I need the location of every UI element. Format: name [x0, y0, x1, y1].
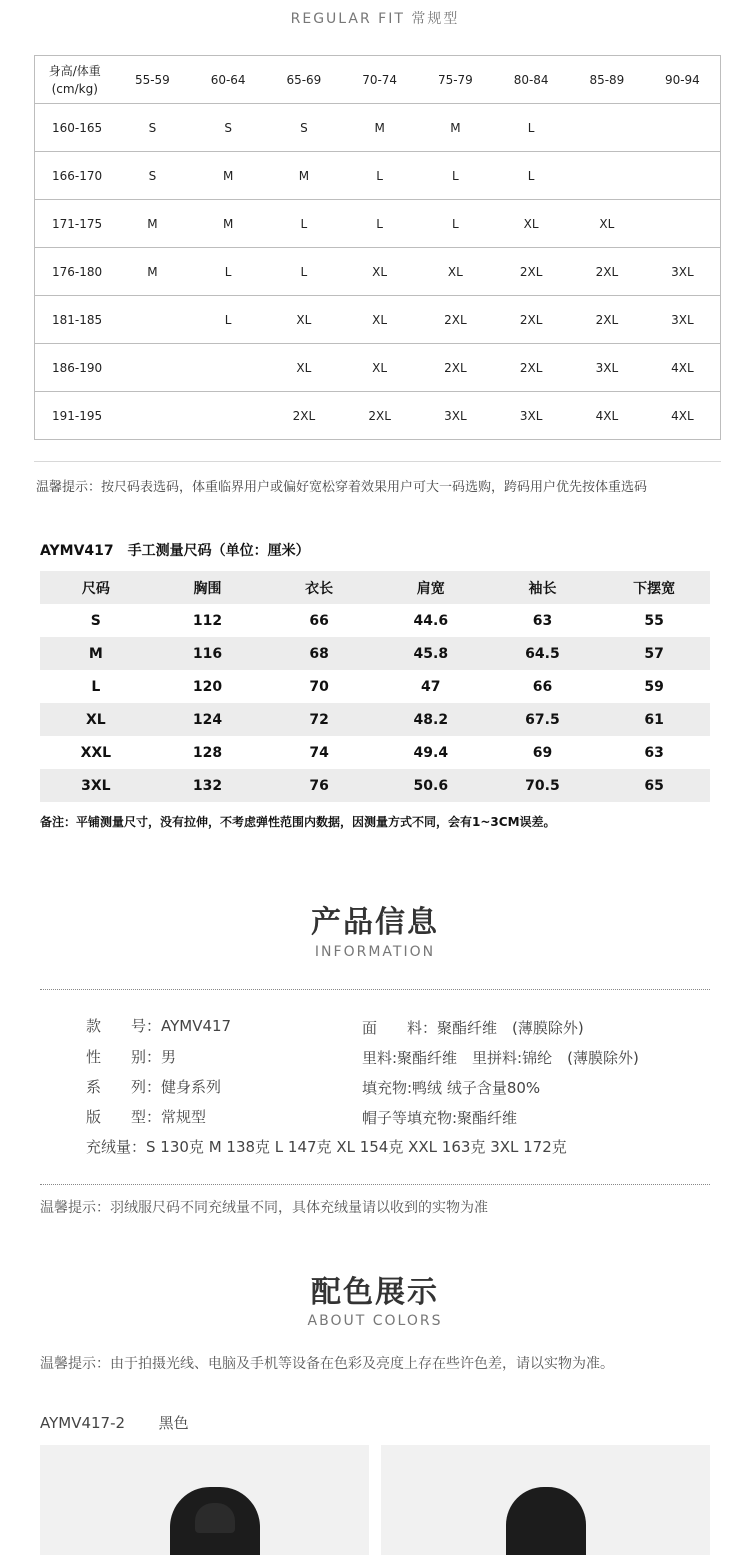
- info-subtitle: INFORMATION: [314, 944, 436, 960]
- measure-cell: 116: [192, 645, 223, 662]
- size-cell: XL: [569, 200, 645, 248]
- info-style-number: 款 号：AYMV417: [86, 1017, 232, 1035]
- size-cell: L: [266, 248, 342, 296]
- dotted-divider: [40, 1184, 710, 1185]
- measure-cell: 64.5: [525, 645, 560, 662]
- measure-cell: 72: [309, 711, 329, 728]
- color-tip: 温馨提示：由于拍摄光线、电脑及手机等设备在色彩及亮度上存在些许色差，请以实物为准。: [40, 1356, 614, 1372]
- info-fill-amount: 充绒量：S 130克 M 138克 L 147克 XL 154克 XXL 163克 3XL 172克: [86, 1138, 567, 1156]
- measure-cell: 120: [192, 678, 223, 695]
- height-cell: 186-190: [35, 344, 115, 392]
- size-chart-corner: [35, 56, 115, 104]
- measure-cell: 55: [644, 612, 664, 629]
- height-cell: 166-170: [35, 152, 115, 200]
- size-cell: [569, 152, 645, 200]
- measure-cell: 112: [192, 612, 223, 629]
- size-cell: XL: [266, 344, 342, 392]
- measure-row: [40, 703, 710, 736]
- measure-cell: 45.8: [413, 645, 449, 662]
- size-cell: XL: [342, 248, 418, 296]
- size-cell: [645, 200, 721, 248]
- measure-cell: 67.5: [525, 711, 560, 728]
- size-cell: L: [493, 104, 569, 152]
- color-variant-label: [40, 1412, 189, 1433]
- measure-cell: 66: [532, 678, 553, 695]
- measure-cell: 57: [644, 645, 664, 662]
- size-cell: L: [266, 200, 342, 248]
- size-cell: 2XL: [493, 296, 569, 344]
- measure-header: 袖长: [528, 580, 557, 597]
- info-title: 产品信息: [311, 905, 439, 940]
- size-cell: [645, 104, 721, 152]
- measure-header: 下摆宽: [633, 580, 676, 597]
- fill-tip: 温馨提示：羽绒服尺码不同充绒量不同，具体充绒量请以收到的实物为准: [40, 1200, 488, 1216]
- size-cell: 3XL: [645, 296, 721, 344]
- size-chart-row: [35, 104, 721, 152]
- size-cell: M: [115, 248, 191, 296]
- size-cell: [190, 392, 266, 440]
- measure-cell: XXL: [80, 744, 112, 761]
- size-cell: [115, 296, 191, 344]
- info-fit: 版 型：常规型: [86, 1108, 207, 1126]
- info-lining: 里料:聚酯纤维 里拼料:锦纶 (薄膜除外): [362, 1049, 639, 1067]
- measure-table: [40, 571, 710, 802]
- size-cell: 3XL: [418, 392, 494, 440]
- size-chart-row: [35, 152, 721, 200]
- size-cell: M: [418, 104, 494, 152]
- size-cell: L: [418, 200, 494, 248]
- measure-cell: 59: [644, 678, 664, 695]
- measure-cell: 128: [192, 744, 223, 761]
- size-cell: S: [115, 104, 191, 152]
- size-cell: 4XL: [569, 392, 645, 440]
- measure-header: 肩宽: [416, 580, 445, 597]
- measure-cell: 61: [644, 711, 664, 728]
- size-cell: [569, 104, 645, 152]
- measure-cell: XL: [85, 711, 106, 728]
- size-chart-table: [34, 55, 721, 440]
- info-filling: 填充物:鸭绒 绒子含量80%: [362, 1079, 541, 1097]
- size-cell: XL: [493, 200, 569, 248]
- weight-header: 90-94: [645, 56, 721, 104]
- measure-row: [40, 604, 710, 637]
- measure-row: [40, 736, 710, 769]
- size-cell: L: [342, 152, 418, 200]
- size-cell: [115, 344, 191, 392]
- height-cell: 176-180: [35, 248, 115, 296]
- size-cell: 2XL: [418, 296, 494, 344]
- size-cell: S: [190, 104, 266, 152]
- color-variant-name: 黑色: [158, 1414, 189, 1432]
- size-chart-header-row: [35, 56, 721, 104]
- weight-header: 55-59: [115, 56, 191, 104]
- corner-label-line2: (cm/kg): [51, 81, 98, 96]
- measure-row: [40, 670, 710, 703]
- info-fabric: 面 料：聚酯纤维 (薄膜除外): [362, 1019, 584, 1037]
- weight-header: 70-74: [342, 56, 418, 104]
- size-cell: 2XL: [569, 296, 645, 344]
- size-cell: M: [115, 200, 191, 248]
- size-chart-row: [35, 248, 721, 296]
- info-hood-filling: 帽子等填充物:聚酯纤维: [362, 1109, 518, 1127]
- measure-header: 胸围: [193, 580, 222, 597]
- measure-cell: 44.6: [413, 612, 449, 629]
- color-variant-code: AYMV417-2: [40, 1414, 126, 1432]
- height-cell: 181-185: [35, 296, 115, 344]
- size-cell: L: [190, 248, 266, 296]
- measure-cell: 132: [192, 777, 223, 794]
- measure-title: AYMV417 手工测量尺码（单位：厘米）: [40, 543, 310, 559]
- measure-cell: 49.4: [413, 744, 449, 761]
- measure-cell: 70: [309, 678, 329, 695]
- height-cell: 171-175: [35, 200, 115, 248]
- size-cell: 2XL: [342, 392, 418, 440]
- weight-header: 75-79: [418, 56, 494, 104]
- product-photo-front: [40, 1445, 369, 1555]
- fit-title: REGULAR FIT 常规型: [290, 11, 460, 27]
- colors-title: 配色展示: [311, 1275, 439, 1310]
- size-cell: 4XL: [645, 392, 721, 440]
- product-photo-back: [381, 1445, 710, 1555]
- size-cell: XL: [342, 344, 418, 392]
- size-cell: M: [342, 104, 418, 152]
- measure-cell: 63: [644, 744, 664, 761]
- divider: [34, 461, 721, 462]
- size-cell: [645, 152, 721, 200]
- weight-header: 60-64: [190, 56, 266, 104]
- measure-cell: 70.5: [525, 777, 560, 794]
- measure-header-row: [40, 571, 710, 604]
- measure-cell: S: [90, 612, 101, 629]
- measure-cell: M: [88, 645, 103, 662]
- measure-cell: 76: [309, 777, 329, 794]
- size-cell: 3XL: [569, 344, 645, 392]
- measure-cell: 48.2: [413, 711, 449, 728]
- size-cell: 2XL: [266, 392, 342, 440]
- measure-cell: 50.6: [413, 777, 449, 794]
- corner-label-line1: 身高/体重: [48, 63, 101, 78]
- size-cell: 2XL: [418, 344, 494, 392]
- measure-cell: 69: [532, 744, 553, 761]
- size-cell: L: [493, 152, 569, 200]
- measure-note: 备注：平铺测量尺寸，没有拉伸，不考虑弹性范围内数据，因测量方式不同，会有1~3CM误差。: [40, 815, 556, 829]
- size-tip: 温馨提示：按尺码表选码，体重临界用户或偏好宽松穿着效果用户可大一码选购，跨码用户优先按体重选码: [36, 480, 648, 495]
- jacket-hood-shape: [506, 1487, 586, 1555]
- height-cell: 191-195: [35, 392, 115, 440]
- size-cell: M: [266, 152, 342, 200]
- size-cell: L: [342, 200, 418, 248]
- size-cell: [190, 344, 266, 392]
- info-series: 系 列：健身系列: [86, 1078, 222, 1096]
- measure-cell: 66: [309, 612, 329, 629]
- size-cell: 3XL: [645, 248, 721, 296]
- size-cell: XL: [418, 248, 494, 296]
- size-cell: 2XL: [569, 248, 645, 296]
- size-cell: 2XL: [493, 344, 569, 392]
- weight-header: 85-89: [569, 56, 645, 104]
- size-chart-row: [35, 200, 721, 248]
- info-gender: 性 别：男: [86, 1048, 177, 1066]
- measure-cell: 124: [192, 711, 223, 728]
- measure-cell: L: [91, 678, 101, 695]
- colors-subtitle: ABOUT COLORS: [307, 1313, 443, 1329]
- size-cell: L: [418, 152, 494, 200]
- size-cell: 3XL: [493, 392, 569, 440]
- size-cell: M: [190, 152, 266, 200]
- measure-cell: 47: [421, 678, 441, 695]
- jacket-hood-opening: [195, 1503, 235, 1533]
- size-cell: 2XL: [493, 248, 569, 296]
- size-cell: L: [190, 296, 266, 344]
- size-cell: [115, 392, 191, 440]
- measure-header: 尺码: [81, 580, 110, 597]
- size-cell: S: [115, 152, 191, 200]
- measure-cell: 65: [644, 777, 664, 794]
- measure-cell: 68: [309, 645, 329, 662]
- weight-header: 65-69: [266, 56, 342, 104]
- dotted-divider: [40, 989, 710, 990]
- size-chart-row: [35, 392, 721, 440]
- height-cell: 160-165: [35, 104, 115, 152]
- measure-row: [40, 637, 710, 670]
- measure-cell: 74: [309, 744, 329, 761]
- size-chart-row: [35, 296, 721, 344]
- size-cell: 4XL: [645, 344, 721, 392]
- size-cell: XL: [342, 296, 418, 344]
- size-cell: S: [266, 104, 342, 152]
- measure-cell: 3XL: [81, 777, 111, 794]
- measure-header: 衣长: [305, 580, 334, 597]
- size-cell: M: [190, 200, 266, 248]
- measure-row: [40, 769, 710, 802]
- size-chart-row: [35, 344, 721, 392]
- weight-header: 80-84: [493, 56, 569, 104]
- size-cell: XL: [266, 296, 342, 344]
- measure-cell: 63: [532, 612, 553, 629]
